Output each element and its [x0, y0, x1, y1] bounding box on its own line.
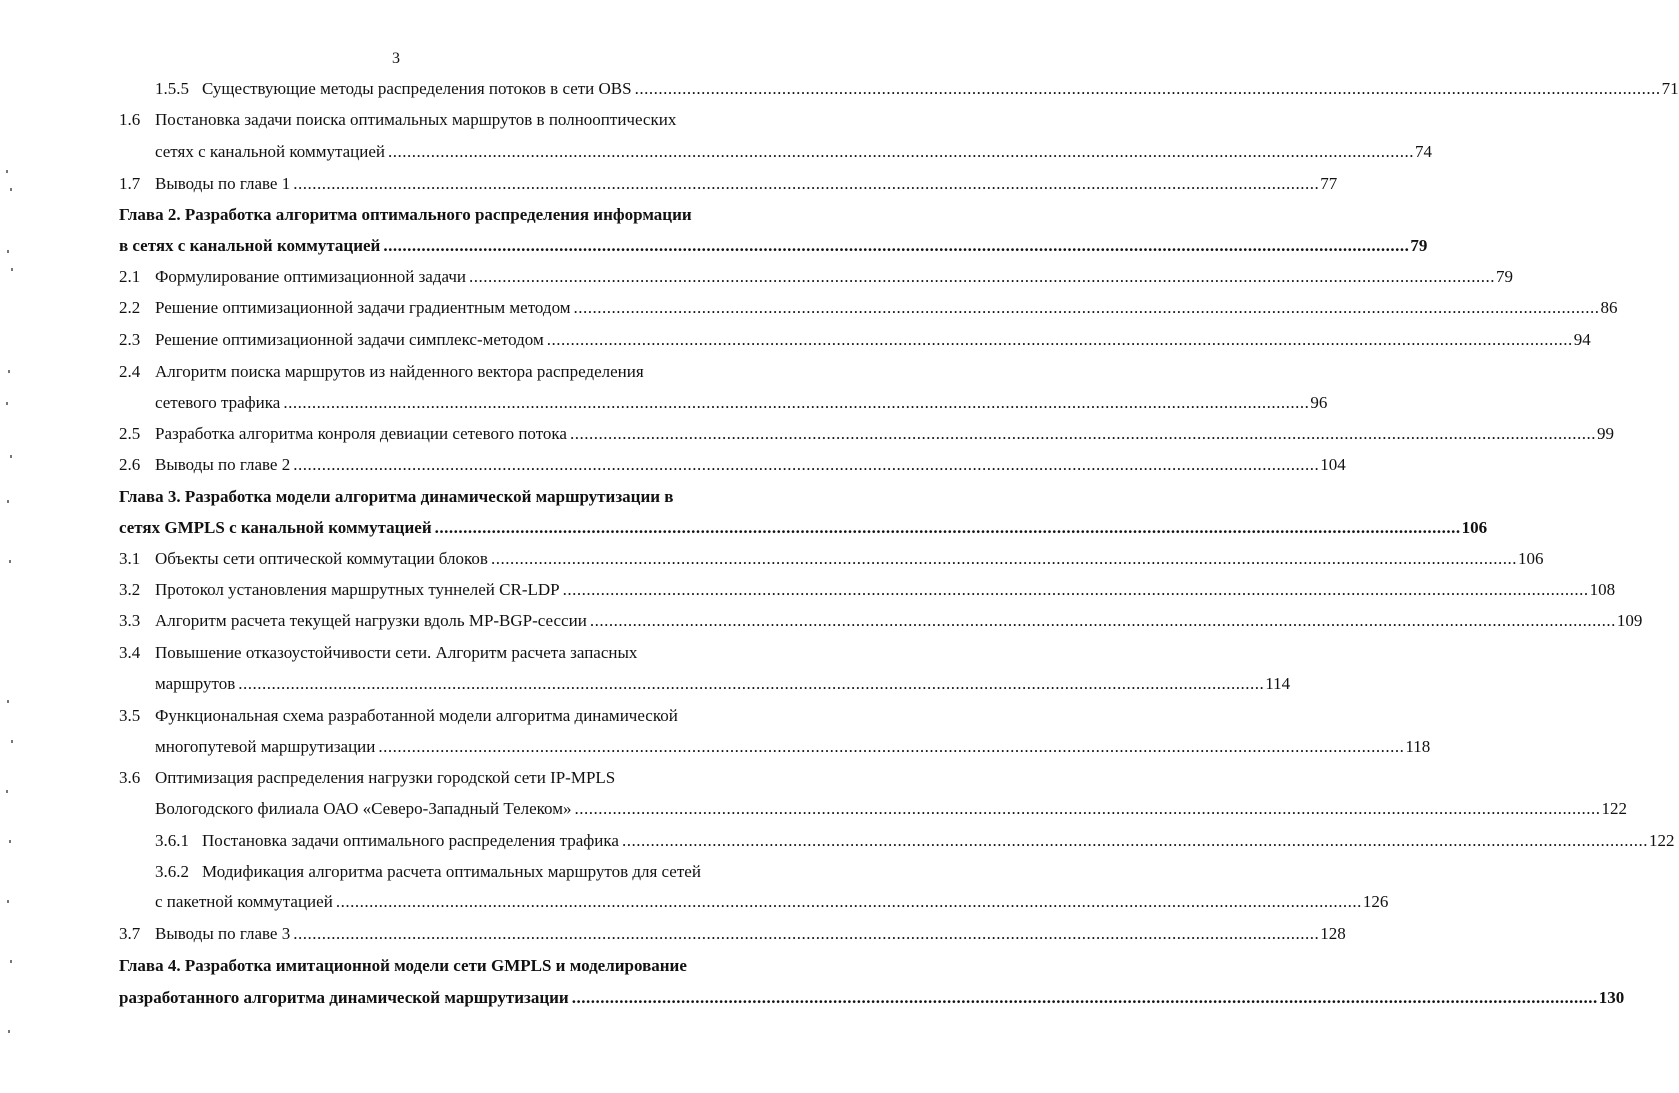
toc-entry-3-2: [0, 578, 1616, 602]
toc-leader-dots: ........................................................................................................................................................................................................................: [283, 393, 1310, 412]
toc-entry-number: 3.3: [119, 611, 141, 630]
toc-leader-dots: ........................................................................................................................................................................................................................: [634, 79, 1661, 98]
toc-chapter-2: [0, 203, 792, 227]
toc-entry-3-6: [0, 766, 792, 790]
toc-chapter-title: Глава 2. Разработка алгоритма оптимального распределения информации: [119, 205, 692, 224]
toc-entry-3-7: [0, 922, 1346, 946]
toc-entry-title: Выводы по главе 3: [155, 924, 291, 943]
toc-entry-page: 118: [1405, 737, 1431, 756]
toc-chapter-3: [0, 485, 792, 509]
toc-entry-2-2: [0, 296, 1618, 320]
toc-entry-2-6: [0, 453, 1346, 477]
toc-entry-page: 122: [1648, 831, 1675, 850]
toc-entry-3-4-continuation: [0, 672, 1291, 696]
toc-entry-3-3: [0, 609, 1643, 633]
toc-entry-2-5: [0, 422, 1614, 446]
toc-entry-1-6: [0, 108, 792, 132]
toc-entry-3-6-2: [0, 860, 792, 884]
toc-entry-3-5: [0, 704, 792, 728]
toc-entry-3-5-continuation: [0, 735, 1431, 759]
toc-entry-page: 130: [1598, 988, 1625, 1007]
toc-entry-1-6-continuation: [0, 140, 1432, 164]
toc-entry-3-1: [0, 547, 1544, 571]
toc-entry-number: 3.5: [119, 706, 141, 725]
scan-noise: [4, 140, 18, 1080]
toc-entry-number: 3.2: [119, 580, 141, 599]
toc-chapter-3-continuation: [0, 516, 1488, 540]
toc-entry-page: 106: [1517, 549, 1544, 568]
toc-entry-3-6-continuation: [0, 797, 1627, 821]
toc-leader-dots: ........................................................................................................................................................................................................................: [490, 549, 1517, 568]
toc-leader-dots: ........................................................................................................................................................................................................................: [573, 298, 1600, 317]
toc-entry-number: 3.1: [119, 549, 141, 568]
toc-entry-number: 1.7: [119, 174, 141, 193]
toc-entry-page: 114: [1265, 674, 1291, 693]
toc-entry-page: 99: [1596, 424, 1614, 443]
toc-chapter-title: сетях GMPLS с канальной коммутацией: [119, 518, 432, 537]
toc-entry-title: Постановка задачи оптимального распределения трафика: [202, 831, 619, 850]
toc-entry-page: 109: [1616, 611, 1643, 630]
toc-chapter-title: в сетях с канальной коммутацией: [119, 236, 381, 255]
toc-entry-page: 96: [1310, 393, 1328, 412]
toc-entry-page: 71: [1661, 79, 1679, 98]
toc-leader-dots: ........................................................................................................................................................................................................................: [434, 518, 1461, 537]
toc-entry-title: Алгоритм поиска маршрутов из найденного вектора распределения: [155, 362, 644, 381]
toc-entry-page: 74: [1415, 142, 1432, 161]
toc-entry-title: Существующие методы распределения потоков в сети OBS: [202, 79, 632, 98]
toc-entry-page: 79: [1410, 236, 1428, 255]
toc-entry-title: Выводы по главе 2: [155, 455, 291, 474]
toc-entry-number: 2.6: [119, 455, 141, 474]
toc-entry-title: Оптимизация распределения нагрузки городской сети IP-MPLS: [155, 768, 616, 787]
toc-entry-title: Протокол установления маршрутных туннелей CR-LDP: [155, 580, 560, 599]
toc-entry-title: Объекты сети оптической коммутации блоков: [155, 549, 488, 568]
toc-leader-dots: ........................................................................................................................................................................................................................: [293, 455, 1320, 474]
toc-entry-2-4-continuation: [0, 391, 1328, 415]
toc-entry-title: Повышение отказоустойчивости сети. Алгоритм расчета запасных: [155, 643, 638, 662]
toc-leader-dots: ........................................................................................................................................................................................................................: [569, 424, 1596, 443]
toc-entry-page: 122: [1601, 799, 1627, 818]
toc-leader-dots: ........................................................................................................................................................................................................................: [571, 988, 1598, 1007]
toc-entry-title: Решение оптимизационной задачи симплекс-методом: [155, 330, 544, 349]
toc-entry-2-4: [0, 360, 792, 384]
toc-entry-page: 86: [1600, 298, 1618, 317]
toc-entry-page: 79: [1496, 267, 1514, 286]
toc-entry-title: сетях с канальной коммутацией: [155, 142, 385, 161]
toc-entry-page: 94: [1573, 330, 1591, 349]
toc-entry-page: 128: [1320, 924, 1346, 943]
toc-leader-dots: ........................................................................................................................................................................................................................: [238, 674, 1265, 693]
toc-entry-number: 3.4: [119, 643, 141, 662]
toc-chapter-title: разработанного алгоритма динамической маршрутизации: [119, 988, 569, 1007]
toc-entry-page: 106: [1461, 518, 1488, 537]
toc-leader-dots: ........................................................................................................................................................................................................................: [546, 330, 1573, 349]
toc-leader-dots: ........................................................................................................................................................................................................................: [335, 892, 1362, 911]
toc-entry-number: 2.5: [119, 424, 141, 443]
toc-entry-title: маршрутов: [155, 674, 236, 693]
toc-entry-1-7: [0, 172, 1338, 196]
toc-entry-title: Выводы по главе 1: [155, 174, 291, 193]
toc-entry-number: 3.6.2: [155, 862, 189, 881]
toc-entry-page: 104: [1320, 455, 1346, 474]
toc-chapter-4-continuation: [0, 986, 1625, 1010]
toc-entry-page: 77: [1320, 174, 1338, 193]
toc-entry-2-3: [0, 328, 1591, 352]
toc-entry-1-5-5: [0, 77, 1679, 101]
toc-entry-number: 3.6: [119, 768, 141, 787]
toc-entry-title: Вологодского филиала ОАО «Северо-Западный Телеком»: [155, 799, 572, 818]
toc-entry-title: Модификация алгоритма расчета оптимальных маршрутов для сетей: [202, 862, 701, 881]
toc-entry-number: 2.3: [119, 330, 141, 349]
toc-leader-dots: ........................................................................................................................................................................................................................: [293, 174, 1320, 193]
toc-entry-title: сетевого трафика: [155, 393, 281, 412]
toc-entry-number: 2.2: [119, 298, 141, 317]
toc-leader-dots: ........................................................................................................................................................................................................................: [469, 267, 1496, 286]
toc-leader-dots: ........................................................................................................................................................................................................................: [388, 142, 1414, 161]
toc-entry-number: 1.6: [119, 110, 141, 129]
toc-entry-3-4: [0, 641, 792, 665]
toc-entry-number: 1.5.5: [155, 79, 189, 98]
toc-entry-title: Решение оптимизационной задачи градиентным методом: [155, 298, 571, 317]
toc-leader-dots: ........................................................................................................................................................................................................................: [621, 831, 1648, 850]
toc-leader-dots: ........................................................................................................................................................................................................................: [383, 236, 1410, 255]
toc-entry-title: Разработка алгоритма конроля девиации сетевого потока: [155, 424, 567, 443]
toc-entry-title: Формулирование оптимизационной задачи: [155, 267, 467, 286]
toc-leader-dots: ........................................................................................................................................................................................................................: [293, 924, 1320, 943]
toc-leader-dots: ........................................................................................................................................................................................................................: [589, 611, 1616, 630]
toc-entry-title: многопутевой маршрутизации: [155, 737, 376, 756]
toc-chapter-2-continuation: [0, 234, 1428, 258]
toc-entry-number: 2.4: [119, 362, 141, 381]
toc-entry-number: 2.1: [119, 267, 141, 286]
toc-entry-3-6-1: [0, 829, 1675, 853]
toc-entry-title: Функциональная схема разработанной модели алгоритма динамической: [155, 706, 678, 725]
page-number: 3: [392, 50, 400, 67]
toc-entry-page: 108: [1589, 580, 1616, 599]
toc-entry-number: 3.7: [119, 924, 141, 943]
toc-chapter-title: Глава 4. Разработка имитационной модели сети GMPLS и моделирование: [119, 956, 687, 975]
toc-entry-title: Алгоритм расчета текущей нагрузки вдоль MP-BGP-сессии: [155, 611, 587, 630]
toc-entry-page: 126: [1362, 892, 1389, 911]
toc-entry-number: 3.6.1: [155, 831, 189, 850]
toc-leader-dots: ........................................................................................................................................................................................................................: [574, 799, 1601, 818]
toc-leader-dots: ........................................................................................................................................................................................................................: [378, 737, 1405, 756]
toc-entry-title: Постановка задачи поиска оптимальных маршрутов в полнооптических: [155, 110, 677, 129]
toc-entry-3-6-2-continuation: [0, 890, 1389, 914]
toc-entry-2-1: [0, 265, 1514, 289]
toc-chapter-title: Глава 3. Разработка модели алгоритма динамической маршрутизации в: [119, 487, 674, 506]
toc-chapter-4: [0, 954, 792, 978]
toc-leader-dots: ........................................................................................................................................................................................................................: [562, 580, 1589, 599]
toc-entry-title: с пакетной коммутацией: [155, 892, 333, 911]
